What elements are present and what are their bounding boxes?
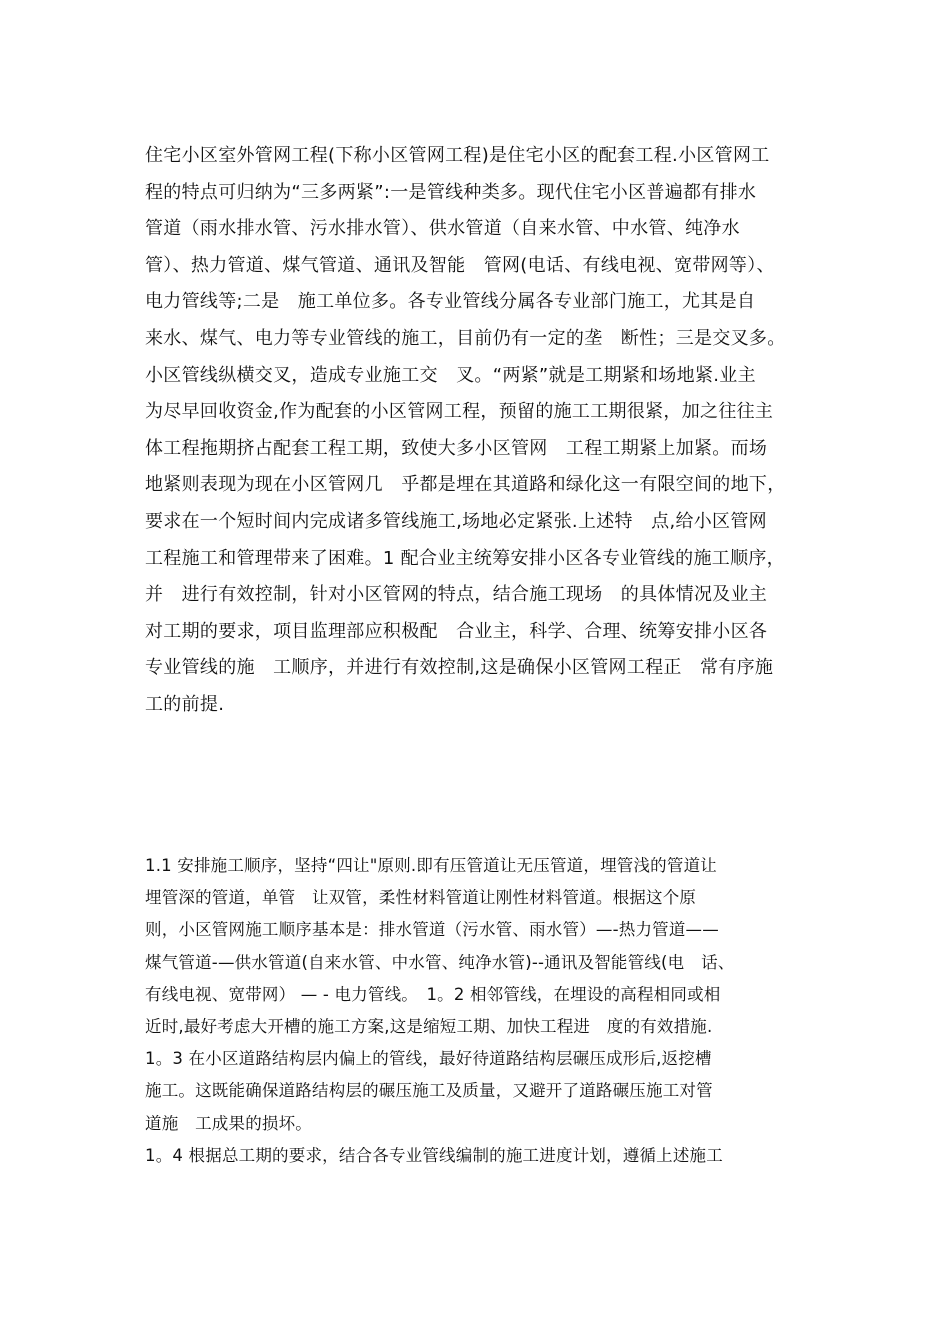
text-line: 要求在一个短时间内完成诸多管线施工,场地必定紧张.上述特 点,给小区管网 <box>145 510 767 532</box>
text-line: 有线电视、宽带网） — - 电力管线。 1。2 相邻管线，在埋设的高程相同或相 <box>145 984 721 1004</box>
text-line: 体工程拖期挤占配套工程工期，致使大多小区管网 工程工期紧上加紧。而场 <box>145 437 768 459</box>
text-line: 煤气管道-—供水管道(自来水管、中水管、纯净水管)--通讯及智能管线(电 话、 <box>145 952 735 972</box>
text-line: 程的特点可归纳为“三多两紧”:一是管线种类多。现代住宅小区普遍都有排水 <box>145 181 757 203</box>
text-line: 道施 工成果的损坏。 <box>145 1113 312 1133</box>
text-line: 则，小区管网施工顺序基本是：排水管道（污水管、雨水管）—-热力管道—— <box>145 920 719 940</box>
text-line: 管）、热力管道、煤气管道、通讯及智能 管网(电话、有线电视、宽带网等）、 <box>145 254 775 276</box>
paragraph-overview <box>145 138 835 724</box>
text-line: 并 进行有效控制，针对小区管网的特点，结合施工现场 的具体情况及业主 <box>145 584 768 606</box>
text-line: 1。3 在小区道路结构层内偏上的管线，最好待道路结构层碾压成形后,返挖槽 <box>145 1049 712 1069</box>
text-line: 近时,最好考虑大开槽的施工方案,这是缩短工期、加快工程进 度的有效措施. <box>145 1016 713 1036</box>
text-line: 为尽早回收资金,作为配套的小区管网工程，预留的施工工期很紧，加之往往主 <box>145 401 774 423</box>
text-line: 小区管线纵横交叉，造成专业施工交 叉。“两紧”就是工期紧和场地紧.业主 <box>145 364 756 386</box>
text-line: 专业管线的施 工顺序，并进行有效控制,这是确保小区管网工程正 常有序施 <box>145 657 774 679</box>
text-line: 来水、煤气、电力等专业管线的施工，目前仍有一定的垄 断性；三是交叉多。 <box>145 327 786 349</box>
text-line: 电力管线等;二是 施工单位多。各专业管线分属各专业部门施工，尤其是自 <box>145 291 756 313</box>
text-line: 工的前提. <box>145 693 225 715</box>
text-line: 埋管深的管道，单管 让双管，柔性材料管道让刚性材料管道。根据这个原 <box>145 888 697 908</box>
text-line: 工程施工和管理带来了困难。1 配合业主统筹安排小区各专业管线的施工顺序， <box>145 547 785 569</box>
text-line: 施工。这既能确保道路结构层的碾压施工及质量，又避开了道路碾压施工对管 <box>145 1081 713 1101</box>
text-line: 对工期的要求，项目监理部应积极配 合业主，科学、合理、统筹安排小区各 <box>145 620 768 642</box>
text-line: 管道（雨水排水管、污水排水管）、供水管道（自来水管、中水管、纯净水 <box>145 218 740 240</box>
text-line: 地紧则表现为现在小区管网几 乎都是埋在其道路和绿化这一有限空间的地下， <box>145 474 786 496</box>
text-line: 住宅小区室外管网工程(下称小区管网工程)是住宅小区的配套工程.小区管网工 <box>145 145 770 166</box>
text-line: 1。4 根据总工期的要求，结合各专业管线编制的施工进度计划，遵循上述施工 <box>145 1145 723 1165</box>
text-line: 1.1 安排施工顺序，坚持“四让"原则.即有压管道让无压管道，埋管浅的管道让 <box>145 856 717 875</box>
paragraph-construction-sequence <box>145 850 835 1172</box>
